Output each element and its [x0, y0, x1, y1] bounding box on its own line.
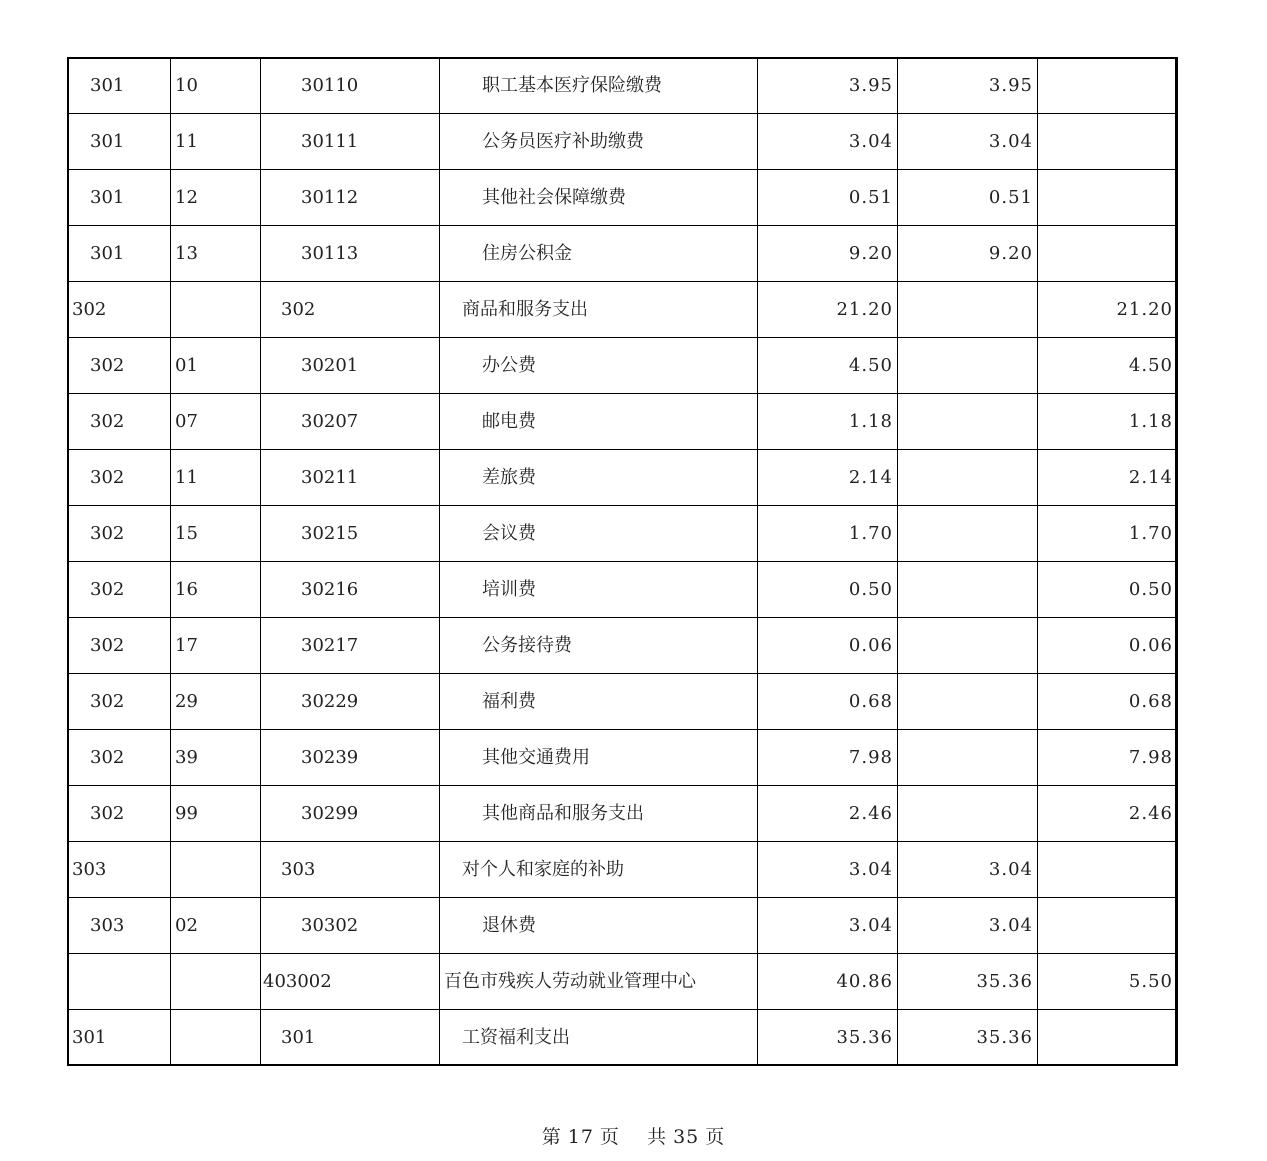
cell-kind: 303 [68, 898, 171, 954]
cell-name: 其他交通费用 [440, 730, 758, 786]
cell-code: 301 [261, 1010, 440, 1066]
cell-name: 其他社会保障缴费 [440, 170, 758, 226]
cell-code: 30229 [261, 674, 440, 730]
cell-project [1038, 842, 1178, 898]
cell-project: 1.70 [1038, 506, 1178, 562]
table-row [68, 842, 1178, 898]
cell-section: 12 [171, 170, 261, 226]
total-pages: 35 [673, 1126, 700, 1148]
cell-code: 302 [261, 282, 440, 338]
cell-code: 30111 [261, 114, 440, 170]
table-body [68, 58, 1178, 1066]
cell-basic [898, 562, 1038, 618]
cell-basic [898, 674, 1038, 730]
total-label-prefix: 共 [647, 1126, 668, 1148]
page-label-mid: 页 [599, 1126, 620, 1148]
cell-kind: 302 [68, 450, 171, 506]
cell-section: 13 [171, 226, 261, 282]
cell-name: 其他商品和服务支出 [440, 786, 758, 842]
table-row [68, 954, 1178, 1010]
cell-total: 1.18 [758, 394, 898, 450]
cell-basic: 3.04 [898, 114, 1038, 170]
cell-kind: 301 [68, 114, 171, 170]
cell-name: 差旅费 [440, 450, 758, 506]
table-row [68, 394, 1178, 450]
cell-kind: 302 [68, 338, 171, 394]
cell-kind: 301 [68, 226, 171, 282]
cell-total: 2.14 [758, 450, 898, 506]
cell-name: 邮电费 [440, 394, 758, 450]
cell-basic [898, 338, 1038, 394]
cell-name: 退休费 [440, 898, 758, 954]
cell-section [171, 842, 261, 898]
cell-basic [898, 786, 1038, 842]
cell-total: 9.20 [758, 226, 898, 282]
cell-total: 4.50 [758, 338, 898, 394]
cell-project: 0.06 [1038, 618, 1178, 674]
cell-name: 福利费 [440, 674, 758, 730]
cell-code: 30239 [261, 730, 440, 786]
cell-kind: 302 [68, 394, 171, 450]
cell-total: 40.86 [758, 954, 898, 1010]
cell-project: 2.14 [1038, 450, 1178, 506]
cell-total: 3.04 [758, 114, 898, 170]
cell-section: 11 [171, 450, 261, 506]
cell-kind: 301 [68, 170, 171, 226]
cell-project: 0.50 [1038, 562, 1178, 618]
cell-section [171, 1010, 261, 1066]
table-row [68, 786, 1178, 842]
cell-basic: 35.36 [898, 954, 1038, 1010]
cell-section: 17 [171, 618, 261, 674]
cell-name: 对个人和家庭的补助 [440, 842, 758, 898]
table-row [68, 282, 1178, 338]
cell-section [171, 954, 261, 1010]
cell-basic: 3.95 [898, 58, 1038, 114]
cell-section [171, 282, 261, 338]
table-row [68, 674, 1178, 730]
cell-project [1038, 170, 1178, 226]
cell-project [1038, 226, 1178, 282]
cell-basic [898, 730, 1038, 786]
cell-total: 0.50 [758, 562, 898, 618]
cell-section: 15 [171, 506, 261, 562]
budget-table [67, 57, 1178, 1066]
table-row [68, 58, 1178, 114]
cell-project: 0.68 [1038, 674, 1178, 730]
cell-section: 39 [171, 730, 261, 786]
cell-project: 5.50 [1038, 954, 1178, 1010]
cell-name: 公务员医疗补助缴费 [440, 114, 758, 170]
cell-kind: 302 [68, 674, 171, 730]
cell-kind: 301 [68, 1010, 171, 1066]
cell-code: 30211 [261, 450, 440, 506]
cell-basic [898, 506, 1038, 562]
cell-section: 16 [171, 562, 261, 618]
cell-name: 培训费 [440, 562, 758, 618]
cell-name: 住房公积金 [440, 226, 758, 282]
cell-basic: 35.36 [898, 1010, 1038, 1066]
cell-basic: 9.20 [898, 226, 1038, 282]
cell-name: 公务接待费 [440, 618, 758, 674]
cell-total: 21.20 [758, 282, 898, 338]
cell-section: 11 [171, 114, 261, 170]
cell-total: 2.46 [758, 786, 898, 842]
cell-project [1038, 1010, 1178, 1066]
cell-section: 29 [171, 674, 261, 730]
cell-total: 35.36 [758, 1010, 898, 1066]
cell-project [1038, 58, 1178, 114]
cell-code: 403002 [261, 954, 440, 1010]
cell-basic: 3.04 [898, 898, 1038, 954]
cell-kind: 302 [68, 730, 171, 786]
cell-name: 职工基本医疗保险缴费 [440, 58, 758, 114]
table-row [68, 338, 1178, 394]
cell-section: 02 [171, 898, 261, 954]
cell-kind: 301 [68, 58, 171, 114]
cell-section: 10 [171, 58, 261, 114]
table-row [68, 170, 1178, 226]
table-row [68, 226, 1178, 282]
table-row [68, 1010, 1178, 1066]
table-row [68, 506, 1178, 562]
cell-kind: 303 [68, 842, 171, 898]
page-number: 17 [567, 1126, 594, 1148]
cell-name: 工资福利支出 [440, 1010, 758, 1066]
cell-project [1038, 114, 1178, 170]
table-row [68, 730, 1178, 786]
cell-code: 30201 [261, 338, 440, 394]
cell-total: 0.06 [758, 618, 898, 674]
cell-name: 商品和服务支出 [440, 282, 758, 338]
cell-name: 办公费 [440, 338, 758, 394]
cell-total: 1.70 [758, 506, 898, 562]
cell-total: 7.98 [758, 730, 898, 786]
cell-code: 30112 [261, 170, 440, 226]
cell-code: 30215 [261, 506, 440, 562]
cell-project [1038, 898, 1178, 954]
cell-kind: 302 [68, 562, 171, 618]
cell-code: 30216 [261, 562, 440, 618]
cell-code: 30299 [261, 786, 440, 842]
cell-code: 30113 [261, 226, 440, 282]
cell-code: 303 [261, 842, 440, 898]
cell-total: 3.95 [758, 58, 898, 114]
cell-basic: 3.04 [898, 842, 1038, 898]
total-label-suffix: 页 [705, 1126, 726, 1148]
cell-basic [898, 450, 1038, 506]
cell-basic: 0.51 [898, 170, 1038, 226]
table-row [68, 562, 1178, 618]
cell-code: 30207 [261, 394, 440, 450]
table-row [68, 450, 1178, 506]
cell-section: 01 [171, 338, 261, 394]
cell-total: 0.68 [758, 674, 898, 730]
cell-basic [898, 282, 1038, 338]
page-label-prefix: 第 [541, 1126, 562, 1148]
cell-total: 3.04 [758, 842, 898, 898]
cell-code: 30110 [261, 58, 440, 114]
cell-project: 1.18 [1038, 394, 1178, 450]
cell-name: 百色市残疾人劳动就业管理中心 [440, 954, 758, 1010]
cell-section: 07 [171, 394, 261, 450]
cell-total: 3.04 [758, 898, 898, 954]
cell-basic [898, 618, 1038, 674]
page-footer [0, 1122, 1267, 1149]
cell-project: 7.98 [1038, 730, 1178, 786]
cell-kind: 302 [68, 618, 171, 674]
cell-section: 99 [171, 786, 261, 842]
cell-code: 30302 [261, 898, 440, 954]
cell-kind: 302 [68, 282, 171, 338]
cell-basic [898, 394, 1038, 450]
cell-project: 4.50 [1038, 338, 1178, 394]
cell-code: 30217 [261, 618, 440, 674]
cell-name: 会议费 [440, 506, 758, 562]
table-row [68, 898, 1178, 954]
cell-total: 0.51 [758, 170, 898, 226]
cell-project: 21.20 [1038, 282, 1178, 338]
table-row [68, 114, 1178, 170]
cell-kind [68, 954, 171, 1010]
cell-project: 2.46 [1038, 786, 1178, 842]
cell-kind: 302 [68, 506, 171, 562]
table-row [68, 618, 1178, 674]
cell-kind: 302 [68, 786, 171, 842]
